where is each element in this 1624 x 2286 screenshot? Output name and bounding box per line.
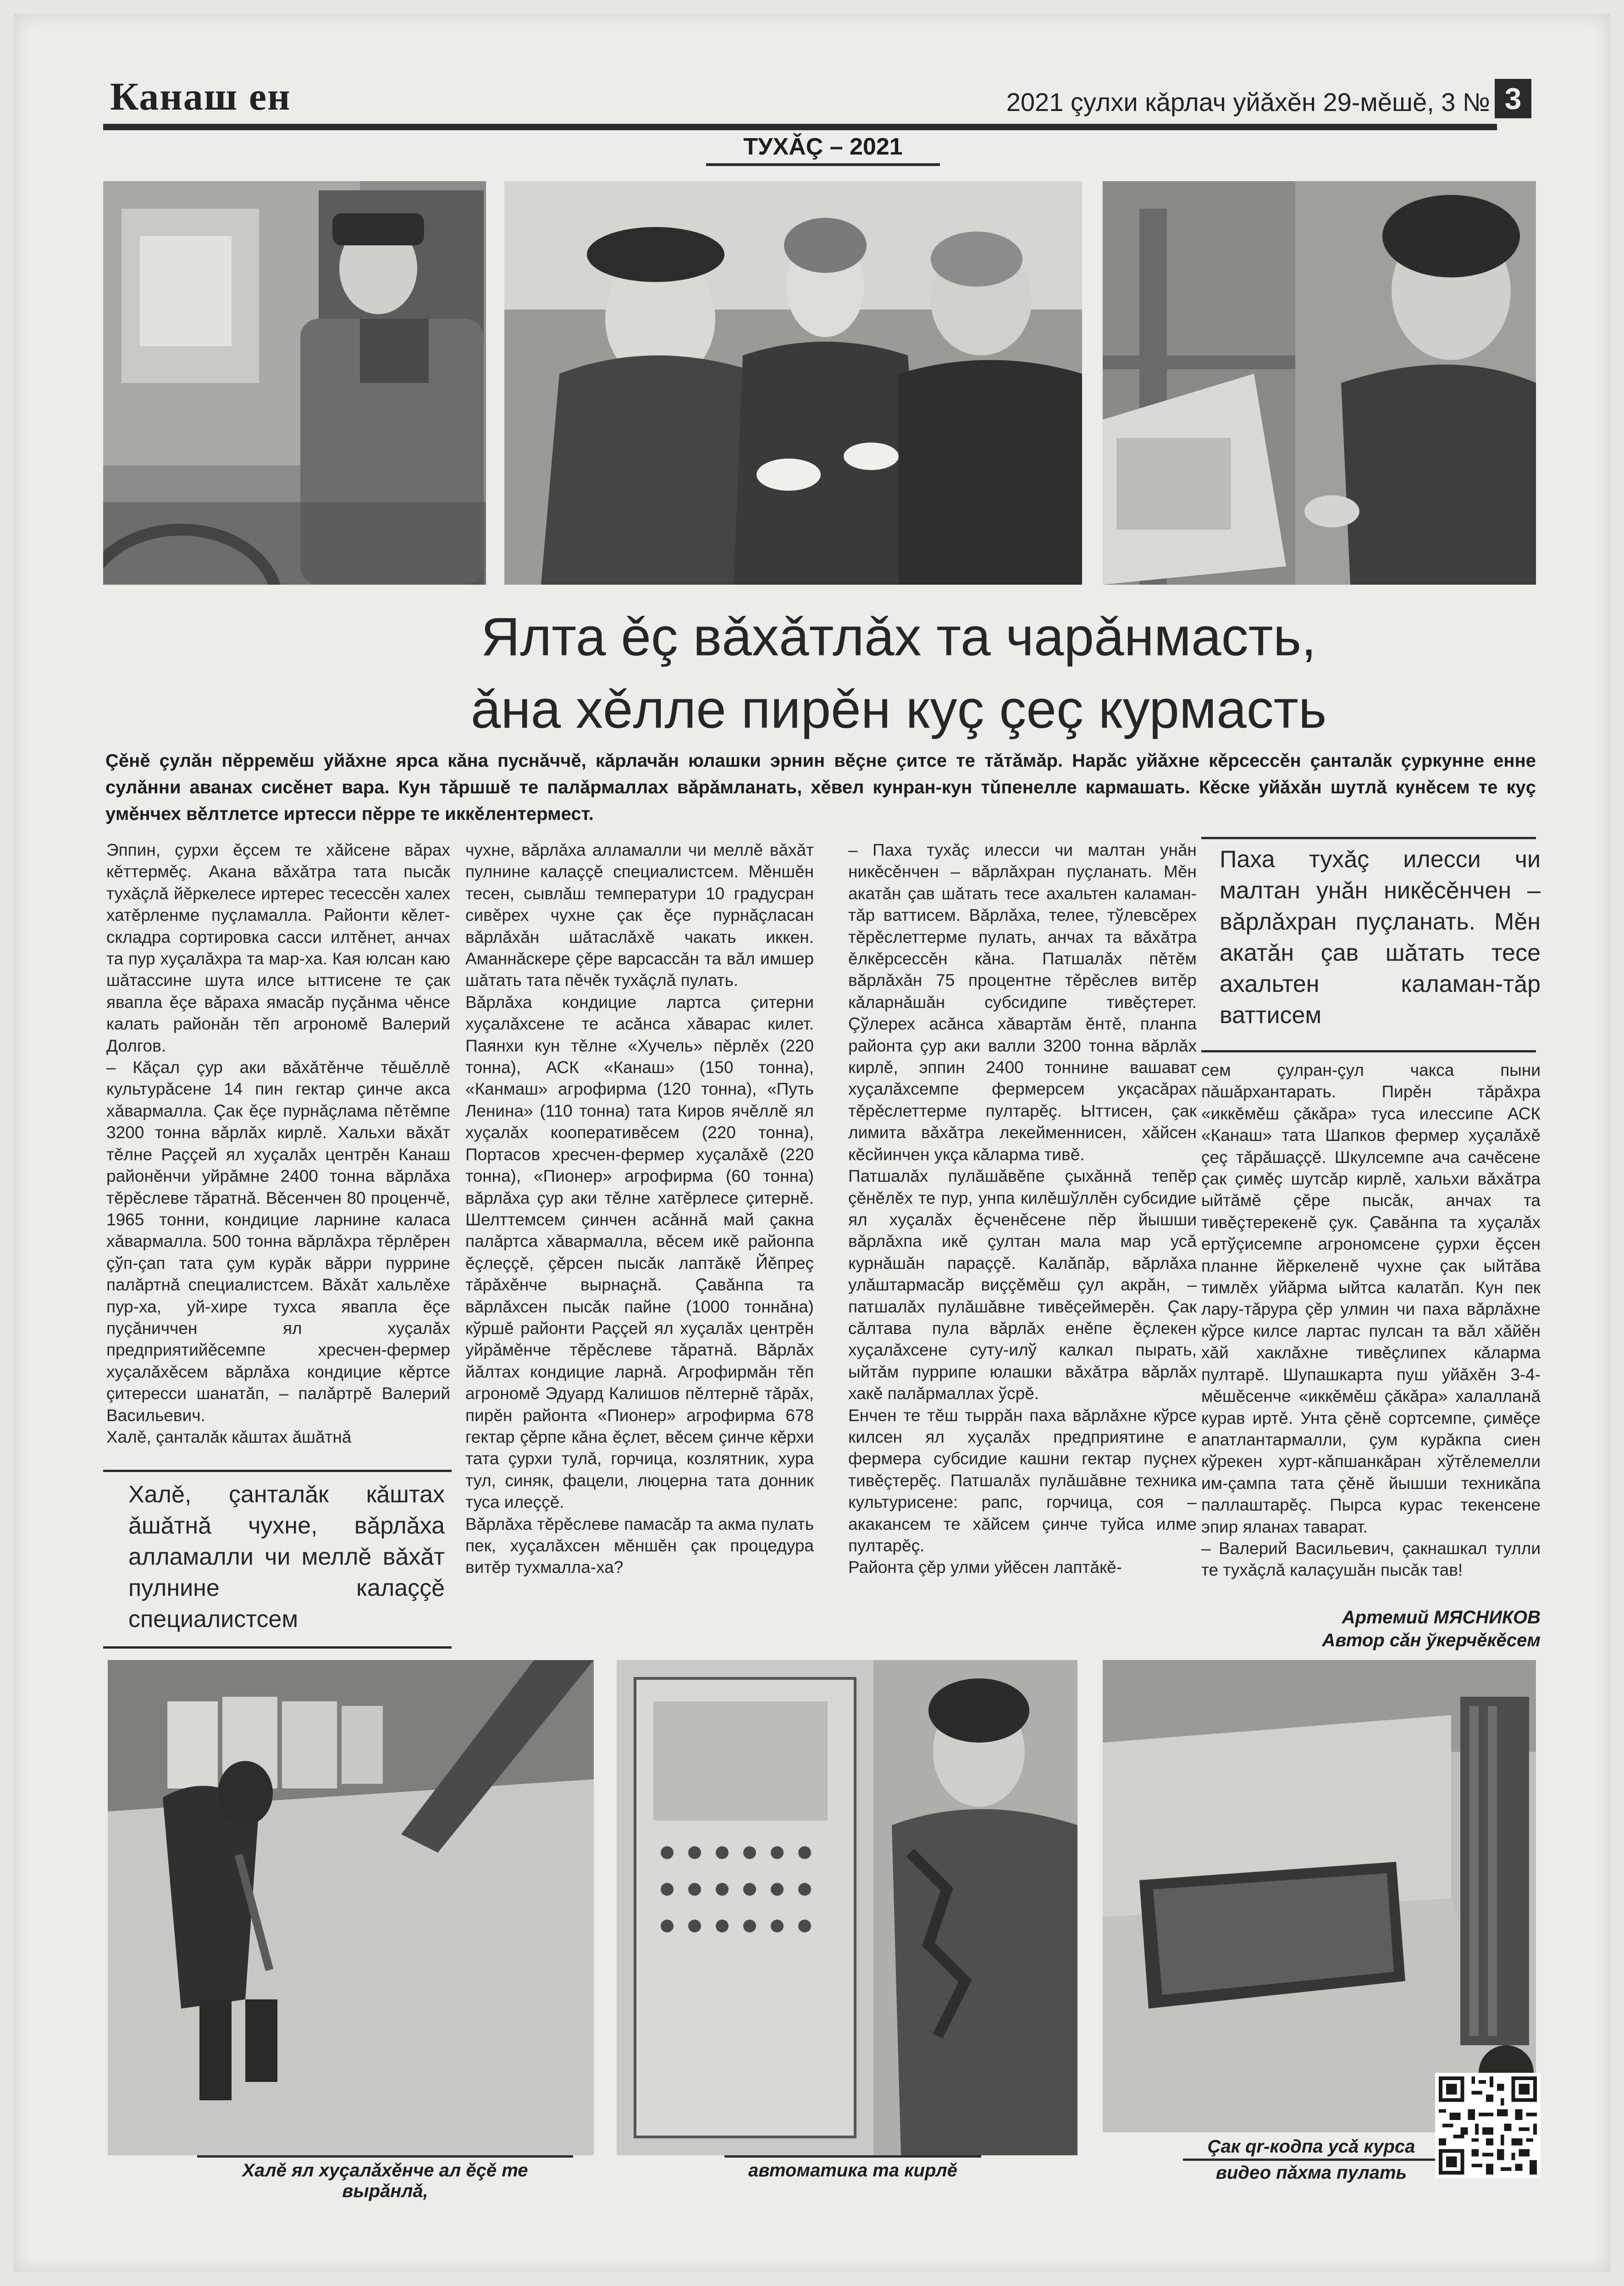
pull-quote-right: Паха тухǎç илесси чи малтан унǎн никěсěнчен – вǎрлǎхран пуçланать. Мěн акатǎн çав шǎтать тесе ахальтен каламан-тǎр ваттисем bbox=[1220, 846, 1541, 1029]
pull-quote-left-rule-top bbox=[103, 1470, 452, 1472]
masthead: Канаш ен bbox=[110, 74, 291, 118]
pull-quote-left-rule-bottom bbox=[103, 1646, 452, 1649]
photo-driver-in-truck bbox=[103, 181, 486, 585]
photo-man-at-automation-panel bbox=[617, 1660, 1077, 2155]
header-rule bbox=[103, 124, 1497, 130]
photo-three-men-inspecting-seeds bbox=[504, 181, 1082, 585]
pull-quote-right-rule-top bbox=[1201, 837, 1536, 839]
article-column-1: Эппин, çурхи ěçсем те хǎйсене вǎрах кěттермěç. Акана вǎхǎтра тата пысǎк тухǎçлǎ йěркелесе иртерес тесессěн халех хатěрленме пуçламалла. Районти кěлет-складра сортировка сасси илтěнет, анчах та пур хуçалǎхра та мар-ха. Кая юлсан каю шǎтассине шута илсе ыттисене те çак явапла ěçе вǎраха ямасǎр пуçǎнма чěнсе калать районǎн тěп агрономě Валерий Долгов. – Кǎçал çур аки вǎхǎтěнче тěшěллě культурǎсене 14 пин гектар çинче акса хǎвармалла. Çак ěçе пурнǎçлама пěтěмпе 3200 тонна вǎрлǎх кирлě. Хальхи вǎхǎт тěлне Раççей ял хуçалǎх центрěн Канаш районěнчи уйрǎмне 2400 тонна вǎрлǎха тěрěслеве тǎратнǎ. Вěсенчен 80 проценчě, 1965 тонни, кондицие ларнине каласа хǎвармалла. 500 тонна вǎрлǎхра тěрлěрен çўп-çап тата çум курǎк вǎрри пуррине палǎртнǎ специалистсем. Вǎхǎт хальлěхе пур-ха, уй-хире тухса явапла ěçе пуçǎниччен ял хуçалǎх предприятийěсемпе хресчен-фермер хуçалǎхěсем вǎрлǎха кондицие кěртсе çитересси шанатǎп, – палǎртрě Валерий Васильевич. Халě, çанталǎк кǎштах ǎшǎтнǎ bbox=[106, 841, 450, 1446]
photo-caption-woman: Халě ял хуçалǎхěнче ал ěçě те вырǎнлǎ, bbox=[197, 2155, 573, 2202]
qr-code[interactable] bbox=[1435, 2073, 1541, 2178]
photo-woman-shoveling-grain bbox=[108, 1660, 594, 2155]
author-role: Автор сǎн ўкерчěкěсем bbox=[1322, 1630, 1541, 1650]
headline-line-2: ǎна хěлле пирěн куç çеç курмасть bbox=[470, 679, 1327, 740]
photo-caption-automation: автоматика та кирлě bbox=[724, 2155, 981, 2181]
article-column-2: чухне, вǎрлǎха алламалли чи меллě вǎхǎт пулнине калаççě специалистсем. Мěншěн тесен, сывлǎш температури 10 градусран сивěрех чухне çак ěçе пурнǎçласан вǎрлǎхǎн шǎтаслǎхě чакать иккен. Аманнǎскере çěре варсассǎн та вǎл имшер шǎтать тата пěчěк тухǎçлǎ пулать. Вǎрлǎха кондицие лартса çитерни хуçалǎхсене те асǎнса хǎварас килет. Паянхи кун тěлне «Хучель» пěрлěх (220 тонна), АСК «Канаш» (150 тонна), «Канмаш» агрофирма (120 тонна), «Путь Ленина» (110 тонна) тата Киров ячěллě ял хуçалǎх кооперативěсем (220 тонна), Портасов хресчен-фермер хуçалǎхě (220 тонна), «Пионер» агрофирма (60 тонна) вǎрлǎха çур аки тěлне хатěрлесе çитернě. Шелттемсем çинчен асǎннǎ май çакна палǎртса хǎвармалла, вěсем икě районпа ěçлеççě, çěрсен пысǎк лаптǎкě Йěпреç тǎрǎхěнче вырнаçнǎ. Çавǎнпа та вǎрлǎхсен пысǎк пайне (1000 тоннǎна) кўршě районти Раççей ял хуçалǎх центрěн уйрǎмěнче тěрěслеве тǎратнǎ. Вǎрлǎх йǎлтах кондицие ларнǎ. Агрофирмǎн тěп агрономě Эдуард Калишов пěлтернě тǎрǎх, пирěн районта «Пионер» агрофирма 678 гектар çěрпе кǎна ěçлет, вěсем çинче кěрхи тата çурхи тулǎ, горчица, козлятник, хура тул, синяк, фацели, люцерна тата донник туса илеççě. Вǎрлǎха тěрěслеве памасǎр та акма пулать пек, хуçалǎхсен мěншěн çак процедура витěр тухмалла-ха? bbox=[465, 841, 814, 1577]
photo-caption-qr bbox=[1183, 2135, 1440, 2185]
pull-quote-left: Халě, çанталǎк кǎштах ǎшǎтнǎ чухне, вǎрлǎха алламалли чи меллě вǎхǎт пулнине калаççě специалистсем bbox=[128, 1481, 445, 1633]
article-lead: Çěнě çулǎн пěрремěш уйǎхне ярса кǎна пуснǎччě, кǎрлачǎн юлашки эрнин вěçне çитсе те тǎтǎмǎр. Нарǎс уйǎхне кěрсессěн çанталǎк çуркунне енне сулǎнни аванах сисěнет вара. Кун тǎршшě те палǎрмаллах вǎрǎмланать, хěвел кунран-кун тǔпенелле кармашать. Кěске уйǎхǎн шутлǎ кунěсем те куç умěнчех вěлтлетсе иртесси пěрре те иккěлентермест. bbox=[105, 751, 1536, 824]
article-column-4: сем çулран-çул чакса пыни пǎшǎрхантарать. Пирěн тǎрǎхра «иккěмěш çǎкǎра» туса илессипе АСК «Канаш» тата Шапков фермер хуçалǎхě çеç тǎрǎшаççě. Шкулсемпе ача сачěсене çак çимěç шутсǎр кирлě, хальхи вǎхǎтра ыйтǎмě çěре пысǎк, анчах та тивěçтерекенě çук. Çавǎнпа та хуçалǎх ертўçисемпе агрономсене çурхи ěçсен планне йěркеленě чухне çак ыйтǎва тимлěх уйǎрма ыйтса калатǎп. Кун пек лару-тǎрура çěр улмин чи паха вǎрлǎхне кўрсе килсе лартас пулсан та вǎл хǎйěн хǎй хаклǎхне тивěçлипех кǎларма пултарě. Шупашкарта пуш уйǎхěн 3-4-мěшěсенче «иккěмěш çǎкǎра» халалланǎ курав иртě. Унта çěнě сортсемпе, çимěçе апатлантармалли, çум курǎкпа сиен кўрекен хурт-кǎпшанкǎран хўтěлемелли им-çампа тата çěнě йышши техникǎпа паллаштарěç. Пырса курас текенсене эпир яланах таварат. – Валерий Васильевич, çакнашкал тулли те тухǎçлǎ калаçушǎн пысǎк тав! bbox=[1201, 1061, 1541, 1580]
article-headline bbox=[275, 601, 1522, 746]
photo-man-at-control-panel bbox=[1103, 181, 1536, 585]
page-number: 3 bbox=[1495, 79, 1531, 118]
photo-caption-qr-line-2: видео пǎхма пулать bbox=[1183, 2159, 1440, 2185]
rubric: ТУХǍÇ – 2021 bbox=[706, 133, 940, 166]
headline-line-1: Ялта ěç вǎхǎтлǎх та чарǎнмасть, bbox=[481, 607, 1316, 667]
issue-line: 2021 çулхи кǎрлач уйǎхěн 29-мěшě, 3 № bbox=[1006, 88, 1490, 116]
photo-grain-truck bbox=[1103, 1660, 1536, 2132]
photo-caption-qr-line-1: Çак qr-кодпа усǎ курса bbox=[1207, 2137, 1415, 2157]
article-column-3: – Паха тухǎç илесси чи малтан унǎн никěсěнчен – вǎрлǎхран пуçланать. Мěн акатǎн çав шǎтать тесе ахальтен каламан-тǎр ваттисем. Вǎрлǎха, телее, тўлевсěрех тěрěслеттерме пулать, анчах та вǎхǎтра ěлкěрсессěн кǎна. Патшалǎх пěтěм вǎрлǎхǎн 75 процентне тěрěслев витěр кǎларнǎшǎн субсидипе тивěçтерет. Çўлерех асǎнса хǎвартǎм ěнтě, планпа районта çур аки валли 3200 тонна вǎрлǎх кирлě, эппин 2400 тоннине вашават хуçалǎхсемпе фермерсем укçасǎрах тěрěслеттерме пултарěç. Ыттисен, çак лимита вǎхǎтра лекейменнисен, хǎйсен кěсйинчен укçа кǎларма тивě. Патшалǎх пулǎшǎвěпе çыхǎннǎ тепěр çěнěлěх те пур, унпа килěшўллěн субсидие ял хуçалǎх ěçченěсене пěр йышши вǎрлǎхпа икě çултан мала мар усǎ курнǎшǎн параççě. Калǎпǎр, вǎрлǎха улǎштармасǎр виççěмěш çул акрǎн, – патшалǎх пулǎшǎвне тивěçеймерěн. Çак сǎлтава пула вǎрлǎх енěпе ěçлекен хуçалǎхсене суту-илў калкал пырать, ыйтǎм пуррипе юлашки вǎхǎтра вǎрлǎх хакě палǎрмаллах ўсрě. Енчен те тěш тыррǎн паха вǎрлǎхне кўрсе килсен ял хуçалǎх предприятине е фермера субсидие кашни гектар пуçнех тивěçтерěç. Патшалǎх пулǎшǎвне техника культурисене: рапс, горчица, соя – акакансем те хǎйсем çинче туйса илме пултарěç. Районта çěр улми уйěсен лаптǎкě- bbox=[848, 841, 1197, 1577]
author-name: Артемий МЯСНИКОВ bbox=[1342, 1607, 1541, 1627]
pull-quote-right-rule-bottom bbox=[1201, 1050, 1536, 1052]
